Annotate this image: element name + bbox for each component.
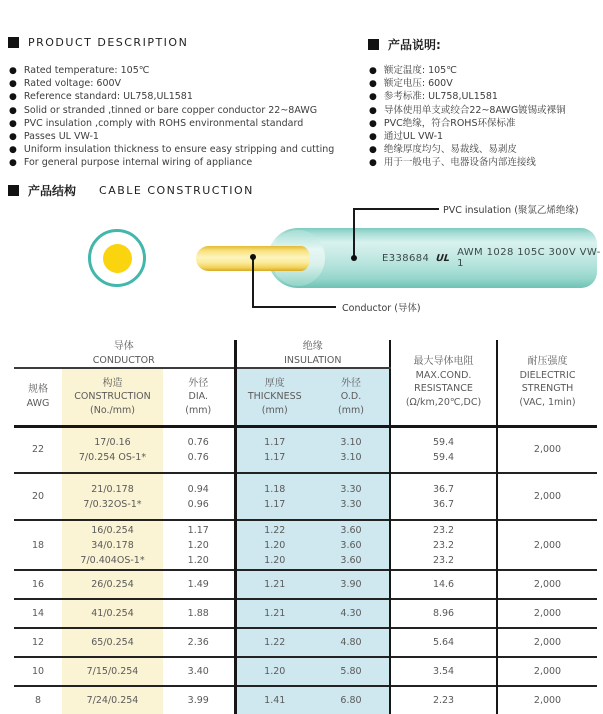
od-cell: 4.80 (313, 628, 390, 657)
bullet-text: 用于一般电子、电器设备内部连接线 (383, 157, 536, 169)
cable-construction-title-zh: 产品结构 (28, 184, 77, 198)
thickness-cell: 1.18 1.17 (235, 473, 313, 520)
bullet-icon: ● (369, 131, 377, 142)
od-cell: 4.30 (313, 599, 390, 628)
bullet-item (369, 92, 599, 102)
bullet-item (9, 145, 361, 155)
bullet-item (9, 158, 361, 168)
awg-cell: 16 (31, 579, 45, 590)
section-square-icon (368, 39, 379, 50)
thickness-column-header: 厚度 THICKNESS (mm) (235, 368, 313, 426)
spec-table (14, 340, 597, 714)
awg-cell: 22 (31, 444, 45, 456)
construction-cell: 7/15/0.254 (62, 657, 163, 686)
bullet-item (369, 158, 599, 168)
construction-column-header: 构造 CONSTRUCTION (No./mm) (62, 368, 163, 426)
table-row (14, 657, 597, 686)
od-cell: 3.90 (313, 570, 390, 599)
table-row (14, 473, 597, 520)
dielectric-cell: 2,000 (497, 426, 597, 473)
construction-cell: 21/0.178 7/0.32OS-1* (62, 473, 163, 520)
bullet-text: Solid or stranded ,tinned or bare copper conductor 22~8AWG (23, 104, 318, 116)
dielectric-cell: 2,000 (497, 686, 597, 714)
bullet-text: 导体使用单支或绞合22~8AWG镀锡或裸铜 (383, 104, 566, 116)
conductor-leader-dot-icon (250, 254, 256, 260)
bullet-item (369, 66, 599, 76)
bullet-item (9, 132, 361, 142)
table-row (14, 520, 597, 570)
product-notes-title: 产品说明: (388, 38, 441, 52)
thickness-cell: 1.21 (235, 599, 313, 628)
cable-marking (382, 229, 603, 287)
product-notes-list (369, 66, 599, 172)
bullet-item (369, 79, 599, 89)
bullet-icon: ● (9, 66, 17, 76)
od-cell: 3.30 3.30 (313, 473, 390, 520)
cable-cross-section (88, 229, 146, 287)
bullet-text: For general purpose internal wiring of appliance (23, 157, 253, 169)
dia-cell: 3.40 (187, 666, 209, 677)
table-row (14, 686, 597, 714)
bullet-icon: ● (369, 66, 377, 76)
conductor-leader-line-v (252, 258, 254, 307)
construction-cell: 16/0.254 34/0.178 7/0.404OS-1* (62, 520, 163, 570)
bullet-icon: ● (9, 105, 17, 116)
bullet-text: Rated temperature: 105℃ (23, 65, 150, 76)
awg-cell: 8 (34, 694, 42, 706)
dia-cell: 1.49 (187, 579, 209, 590)
bullet-icon: ● (369, 118, 377, 129)
resistance-cell: 36.7 36.7 (390, 473, 497, 520)
dielectric-cell: 2,000 (497, 628, 597, 657)
dia-cell: 0.94 0.96 (187, 483, 209, 510)
bullet-icon: ● (9, 131, 17, 142)
product-notes-header (368, 36, 441, 53)
od-cell: 6.80 (313, 686, 390, 714)
od-cell: 5.80 (313, 657, 390, 686)
pvc-leader-dot-icon (351, 255, 357, 261)
thickness-cell: 1.22 (235, 628, 313, 657)
insulation-group-header: 绝缘 INSULATION (235, 340, 390, 368)
table-group-header-row (14, 340, 597, 368)
bullet-icon: ● (369, 158, 377, 169)
bullet-icon: ● (9, 79, 17, 90)
awg-cell: 10 (31, 666, 45, 677)
dielectric-cell: 2,000 (497, 570, 597, 599)
conductor-leader-line-h (252, 306, 336, 308)
construction-cell: 41/0.254 (62, 599, 163, 628)
dia-cell: 2.36 (187, 637, 209, 648)
dielectric-cell: 2,000 (497, 473, 597, 520)
cable-marking-file-number: E338684 (382, 252, 430, 264)
bullet-item (369, 119, 599, 129)
table-row (14, 570, 597, 599)
thickness-cell: 1.20 (235, 657, 313, 686)
bullet-icon: ● (9, 92, 17, 103)
resistance-cell: 23.2 23.2 23.2 (390, 520, 497, 570)
cable-marking-rating: AWM 1028 105C 300V VW-1 (457, 247, 601, 269)
bullet-item (9, 79, 361, 89)
od-cell: 3.10 3.10 (313, 426, 390, 473)
construction-cell: 7/24/0.254 (62, 686, 163, 714)
pvc-leader-line-v (353, 208, 355, 258)
conductor-core-icon (103, 244, 132, 273)
product-description-list (9, 66, 361, 172)
awg-cell: 14 (31, 608, 45, 619)
bullet-icon: ● (9, 158, 17, 169)
resistance-column-header: 最大导体电阻 MAX.COND. RESISTANCE (Ω/km,20℃,DC) (390, 340, 497, 426)
bullet-item (9, 92, 361, 102)
section-square-icon (8, 37, 19, 48)
cable-construction-title-en: CABLE CONSTRUCTION (99, 184, 254, 197)
dia-cell: 1.88 (187, 608, 209, 619)
bullet-item (9, 106, 361, 116)
awg-cell: 12 (31, 637, 45, 648)
bullet-text: Reference standard: UL758,UL1581 (23, 91, 193, 103)
bullet-item (9, 66, 361, 76)
dia-cell: 0.76 0.76 (187, 436, 209, 463)
section-square-icon (8, 185, 19, 196)
bullet-text: 参考标准: UL758,UL1581 (383, 91, 498, 103)
bullet-text: 通过UL VW-1 (383, 130, 444, 142)
awg-cell: 20 (31, 491, 45, 502)
resistance-cell: 2.23 (390, 686, 497, 714)
bullet-text: PVC绝缘，符合ROHS环保标准 (383, 117, 516, 129)
bullet-icon: ● (9, 145, 17, 156)
pvc-insulation-label: PVC insulation (聚氯乙烯绝缘) (443, 205, 579, 216)
conductor-group-header: 导体 CONDUCTOR (14, 340, 235, 368)
pvc-leader-line-h (353, 208, 439, 210)
resistance-cell: 8.96 (390, 599, 497, 628)
bullet-item (369, 132, 599, 142)
product-description-header (8, 36, 188, 49)
resistance-cell: 59.4 59.4 (390, 426, 497, 473)
bullet-text: 额定温度: 105℃ (383, 65, 457, 76)
bullet-text: Rated voltage: 600V (23, 78, 122, 90)
conductor-label: Conductor (导体) (342, 303, 421, 314)
construction-cell: 26/0.254 (62, 570, 163, 599)
thickness-cell: 1.41 (235, 686, 313, 714)
bullet-icon: ● (369, 92, 377, 103)
bullet-icon: ● (369, 105, 377, 116)
bullet-text: PVC insulation ,comply with ROHS environmental standard (23, 117, 304, 129)
bullet-icon: ● (369, 79, 377, 90)
bullet-item (9, 119, 361, 129)
dielectric-column-header: 耐压强度 DIELECTRIC STRENGTH (VAC, 1min) (497, 340, 597, 426)
dia-cell: 3.99 (187, 694, 209, 706)
bullet-icon: ● (369, 145, 377, 156)
resistance-cell: 5.64 (390, 628, 497, 657)
construction-cell: 17/0.16 7/0.254 OS-1* (62, 426, 163, 473)
awg-cell: 18 (31, 539, 45, 551)
table-row (14, 628, 597, 657)
awg-column-header: 规格 AWG (14, 368, 62, 426)
dielectric-cell: 2,000 (497, 657, 597, 686)
construction-cell: 65/0.254 (62, 628, 163, 657)
bullet-text: 额定电压: 600V (383, 78, 453, 90)
od-cell: 3.60 3.60 3.60 (313, 520, 390, 570)
cable-construction-header (8, 182, 254, 199)
table-row (14, 426, 597, 473)
bullet-text: 绝缘厚度均匀、易裁线、易剥皮 (383, 144, 517, 156)
bullet-item (369, 106, 599, 116)
thickness-cell: 1.21 (235, 570, 313, 599)
dielectric-cell: 2,000 (497, 520, 597, 570)
dia-cell: 1.17 1.20 1.20 (187, 524, 209, 566)
bullet-item (369, 145, 599, 155)
bullet-icon: ● (9, 118, 17, 129)
od-column-header: 外径 O.D. (mm) (313, 368, 390, 426)
resistance-cell: 3.54 (390, 657, 497, 686)
thickness-cell: 1.17 1.17 (235, 426, 313, 473)
bullet-text: Uniform insulation thickness to ensure easy stripping and cutting (23, 144, 335, 156)
table-row (14, 599, 597, 628)
dielectric-cell: 2,000 (497, 599, 597, 628)
thickness-cell: 1.22 1.20 1.20 (235, 520, 313, 570)
ul-logo-icon: UL (435, 252, 451, 264)
resistance-cell: 14.6 (390, 570, 497, 599)
dia-column-header: 外径 DIA. (mm) (163, 368, 235, 426)
bullet-text: Passes UL VW-1 (23, 130, 99, 142)
product-description-title: PRODUCT DESCRIPTION (28, 36, 189, 49)
